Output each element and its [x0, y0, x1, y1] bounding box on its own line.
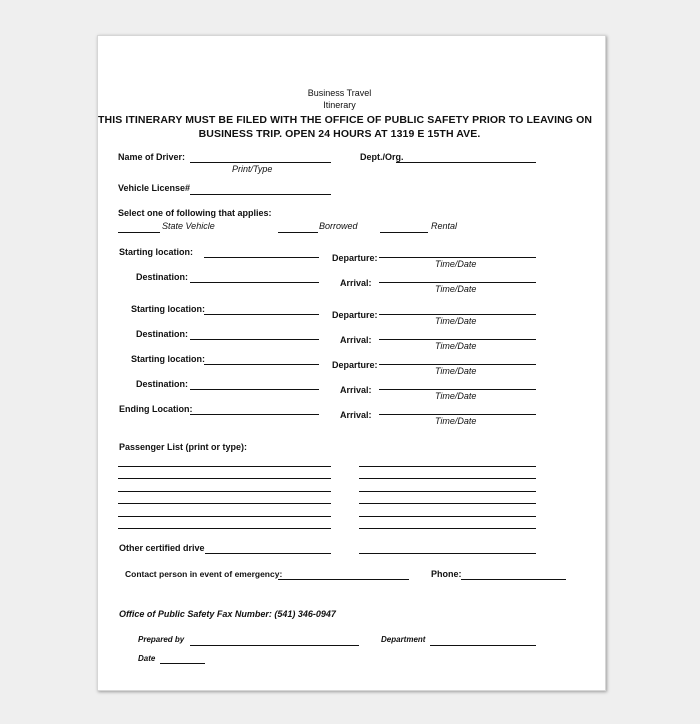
destination-field[interactable] — [190, 282, 319, 283]
passenger-line[interactable] — [118, 478, 331, 479]
arrival-field[interactable] — [379, 339, 536, 340]
departure-field[interactable] — [379, 257, 536, 258]
department-label: Department — [381, 635, 426, 644]
time-date-hint: Time/Date — [435, 391, 477, 401]
rental-checkline[interactable] — [380, 232, 428, 233]
phone-label: Phone: — [431, 569, 462, 579]
passenger-line[interactable] — [359, 528, 536, 529]
destination-label: Destination: — [136, 379, 189, 389]
starting-location-label: Starting location: — [131, 354, 205, 364]
passenger-line[interactable] — [118, 528, 331, 529]
starting-location-field[interactable] — [204, 364, 319, 365]
arrival-field[interactable] — [379, 389, 536, 390]
departure-label: Departure: — [332, 360, 378, 370]
time-date-hint: Time/Date — [435, 284, 477, 294]
passenger-line[interactable] — [359, 491, 536, 492]
starting-location-field[interactable] — [204, 314, 319, 315]
notice-line2: BUSINESS TRIP. OPEN 24 HOURS AT 1319 E 15TH AVE. — [198, 128, 481, 140]
dept-org-field[interactable] — [396, 162, 536, 163]
driver-name-field[interactable] — [190, 162, 331, 163]
time-date-hint: Time/Date — [435, 416, 477, 426]
passenger-line[interactable] — [359, 466, 536, 467]
arrival-label: Arrival: — [340, 335, 372, 345]
time-date-hint: Time/Date — [435, 341, 477, 351]
itinerary-form-page — [97, 35, 606, 691]
vehicle-license-label: Vehicle License# — [118, 183, 191, 193]
starting-location-label: Starting location: — [131, 304, 205, 314]
arrival-label: Arrival: — [340, 410, 372, 420]
destination-field[interactable] — [190, 389, 319, 390]
arrival-label: Arrival: — [340, 385, 372, 395]
passenger-line[interactable] — [118, 516, 331, 517]
department-field[interactable] — [430, 645, 536, 646]
print-type-hint: Print/Type — [232, 164, 273, 174]
option-rental: Rental — [431, 221, 458, 231]
date-field[interactable] — [160, 663, 205, 664]
passenger-line[interactable] — [359, 478, 536, 479]
destination-field[interactable] — [190, 339, 319, 340]
vehicle-license-field[interactable] — [190, 194, 331, 195]
phone-field[interactable] — [461, 579, 566, 580]
prepared-by-label: Prepared by — [138, 635, 185, 644]
departure-field[interactable] — [379, 364, 536, 365]
starting-location-label: Starting location: — [119, 247, 193, 257]
vehicle-select-label: Select one of following that applies: — [118, 208, 272, 218]
ending-location-field[interactable] — [190, 414, 319, 415]
destination-label: Destination: — [136, 329, 189, 339]
dept-org-label: Dept./Org. — [360, 152, 404, 162]
arrival-field[interactable] — [379, 414, 536, 415]
passenger-line[interactable] — [118, 466, 331, 467]
doc-title-line2: Itinerary — [323, 100, 356, 110]
passenger-list-label: Passenger List (print or type): — [119, 442, 248, 452]
passenger-line[interactable] — [359, 503, 536, 504]
passenger-line[interactable] — [359, 516, 536, 517]
state-vehicle-checkline[interactable] — [118, 232, 160, 233]
arrival-label: Arrival: — [340, 278, 372, 288]
arrival-field[interactable] — [379, 282, 536, 283]
time-date-hint: Time/Date — [435, 316, 477, 326]
prepared-by-field[interactable] — [190, 645, 359, 646]
starting-location-field[interactable] — [204, 257, 319, 258]
option-state-vehicle: State Vehicle — [162, 221, 215, 231]
fax-number: Office of Public Safety Fax Number: (541) 346-0947 — [119, 609, 336, 619]
option-borrowed: Borrowed — [319, 221, 358, 231]
other-driver-label: Other certified drive — [119, 543, 205, 553]
time-date-hint: Time/Date — [435, 259, 477, 269]
departure-label: Departure: — [332, 310, 378, 320]
emergency-contact-label: Contact person in event of emergency: — [125, 569, 283, 579]
departure-field[interactable] — [379, 314, 536, 315]
emergency-contact-field[interactable] — [278, 579, 409, 580]
departure-label: Departure: — [332, 253, 378, 263]
date-label: Date — [138, 654, 156, 663]
destination-label: Destination: — [136, 272, 189, 282]
notice-line1: THIS ITINERARY MUST BE FILED WITH THE OFFICE OF PUBLIC SAFETY PRIOR TO LEAVING ON — [98, 114, 593, 126]
doc-title-line1: Business Travel — [307, 88, 372, 98]
passenger-line[interactable] — [118, 491, 331, 492]
other-driver-field[interactable] — [205, 553, 331, 554]
time-date-hint: Time/Date — [435, 366, 477, 376]
borrowed-checkline[interactable] — [278, 232, 318, 233]
ending-location-label: Ending Location: — [119, 404, 193, 414]
driver-name-label: Name of Driver: — [118, 152, 186, 162]
passenger-line[interactable] — [118, 503, 331, 504]
other-driver-field-2[interactable] — [359, 553, 536, 554]
